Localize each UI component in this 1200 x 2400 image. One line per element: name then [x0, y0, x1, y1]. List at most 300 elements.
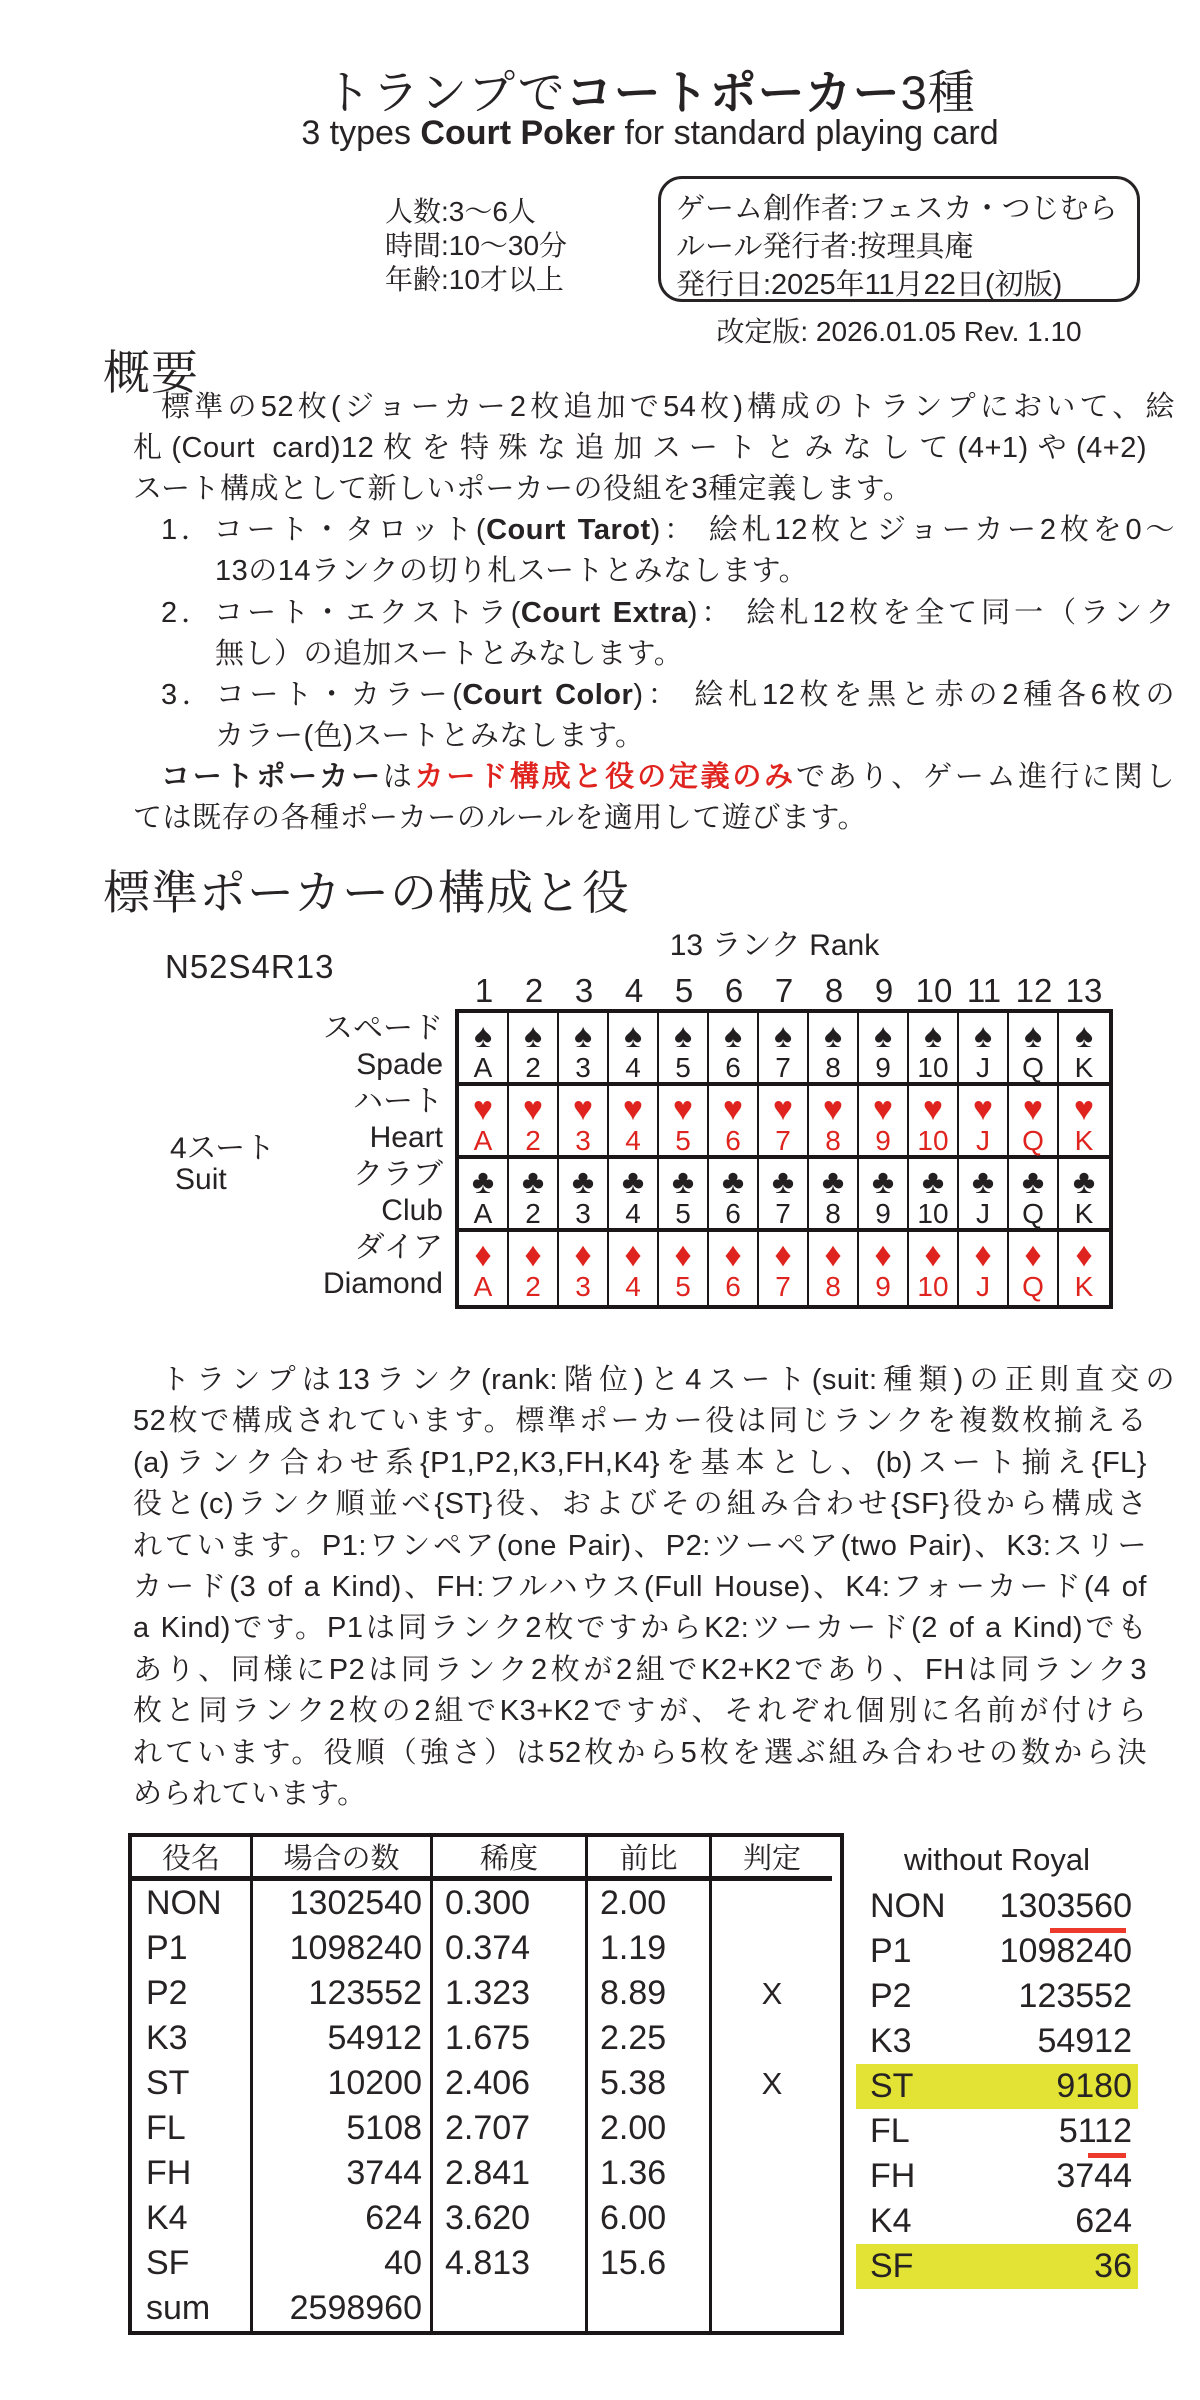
- text-line: [133, 1647, 1147, 1687]
- stats-header-cell: 役名: [132, 1837, 253, 1881]
- card-rank: 3: [575, 1052, 591, 1083]
- stats-cell: [712, 2016, 832, 2061]
- stats-cell: 5.38: [588, 2061, 712, 2106]
- credit-line: ルール発行者:按理具庵: [676, 231, 974, 263]
- rank-number: 3: [574, 972, 594, 1009]
- stats-cell: [712, 2241, 832, 2286]
- card-rank: 8: [825, 1271, 841, 1302]
- text-line: [133, 1440, 1147, 1480]
- stats-cell: K3: [132, 2016, 253, 2061]
- stats-cell: FH: [132, 2151, 253, 2196]
- card-rank: K: [1074, 1125, 1094, 1156]
- suit-label-en: Diamond: [322, 1267, 443, 1300]
- stats-cell: 5108: [253, 2106, 433, 2151]
- stats-cell: 10200: [253, 2061, 433, 2106]
- card-rank: 4: [625, 1125, 641, 1156]
- without-royal-name: K4: [870, 2202, 912, 2240]
- stats-cell: 2.25: [588, 2016, 712, 2061]
- heart-icon: ♥: [572, 1090, 594, 1128]
- meta-line: 年齢:10才以上: [385, 264, 564, 295]
- stats-cell: 1.19: [588, 1926, 712, 1971]
- text-segment: Court Extra: [520, 596, 688, 629]
- card-rank: 4: [625, 1198, 641, 1229]
- stats-cell: 1.36: [588, 2151, 712, 2196]
- card-rank: K: [1074, 1271, 1094, 1302]
- card-rank: Q: [1022, 1125, 1044, 1156]
- stats-cell: [712, 2106, 832, 2151]
- without-royal-name: NON: [870, 1887, 946, 1925]
- card-cell: [559, 1013, 609, 1086]
- stats-cell: 1.323: [433, 1971, 588, 2016]
- card-rank: 6: [725, 1198, 741, 1229]
- text-segment: for standard playing card: [615, 114, 999, 152]
- suit-axis-label-en: Suit: [175, 1163, 227, 1196]
- text-line: [133, 466, 1147, 506]
- without-royal-name: ST: [870, 2067, 914, 2105]
- text-segment: れています。P1:ワンペア(one Pair)、P2:ツーペア(two Pair)、K3:スリー: [133, 1529, 1147, 1562]
- heart-icon: ♥: [922, 1090, 944, 1128]
- diamond-icon: ♦: [974, 1236, 992, 1274]
- spade-icon: ♠: [573, 1017, 593, 1055]
- text-line: [133, 1398, 1147, 1438]
- without-royal-count: 1098240: [999, 1932, 1132, 1970]
- card-rank: 10: [917, 1198, 949, 1229]
- stats-cell: 2.406: [433, 2061, 588, 2106]
- text-segment: カラー(色)スートとみなします。: [215, 719, 645, 752]
- text-segment: (a)ランク合わせ系{P1,P2,K3,FH,K4}を基本とし、(b)スート揃え{FL}: [133, 1446, 1147, 1479]
- card-rank: A: [473, 1125, 493, 1156]
- card-cell: [459, 1159, 509, 1232]
- without-royal-name: K3: [870, 2022, 912, 2060]
- deck-code: N52S4R13: [165, 948, 335, 985]
- heart-icon: ♥: [1022, 1090, 1044, 1128]
- card-cell: [509, 1159, 559, 1232]
- stats-header-cell: 稀度: [433, 1837, 588, 1881]
- card-cell: [509, 1013, 559, 1086]
- stats-cell: 123552: [253, 1971, 433, 2016]
- suit-label-jp: ダイア: [354, 1231, 443, 1264]
- without-royal-name: P1: [870, 1932, 912, 1970]
- without-royal-count: 123552: [1018, 1977, 1132, 2015]
- card-cell: [1059, 1159, 1109, 1232]
- rank-number: 7: [774, 972, 794, 1009]
- text-line: [133, 1564, 1147, 1604]
- suit-label: [203, 1011, 443, 1084]
- club-icon: ♣: [971, 1163, 995, 1201]
- card-cell: [709, 1232, 759, 1305]
- stats-cell: 0.300: [433, 1881, 588, 1926]
- card-rank: 10: [917, 1271, 949, 1302]
- text-segment: Court Tarot: [486, 514, 651, 547]
- card-cell: [809, 1232, 859, 1305]
- card-rank: 9: [875, 1198, 891, 1229]
- heart-icon: ♥: [822, 1090, 844, 1128]
- heart-icon: ♥: [972, 1090, 994, 1128]
- credit-line: 発行日:2025年11月22日(初版): [676, 269, 1063, 301]
- rank-number: 4: [624, 972, 644, 1009]
- card-rank: J: [976, 1198, 990, 1229]
- text-segment: 無し）の追加スートとみなします。: [215, 637, 684, 670]
- card-grid: [455, 1009, 1113, 1309]
- hand-stats-table: [128, 1833, 844, 2335]
- heart-icon: ♥: [622, 1090, 644, 1128]
- stats-cell: 2.00: [588, 2106, 712, 2151]
- heart-icon: ♥: [1073, 1090, 1095, 1128]
- card-rank: 10: [917, 1125, 949, 1156]
- stats-cell: X: [761, 1975, 783, 2011]
- card-cell: [709, 1086, 759, 1159]
- heart-icon: ♥: [772, 1090, 794, 1128]
- stats-cell: 1.675: [433, 2016, 588, 2061]
- text-segment: 3 types: [301, 114, 421, 152]
- text-segment: 札(Court card)12枚を特殊な追加スートとみなして(4+1)や(4+2): [133, 432, 1147, 465]
- text-segment: 3種: [900, 66, 976, 119]
- club-icon: ♣: [621, 1163, 645, 1201]
- club-icon: ♣: [471, 1163, 495, 1201]
- card-rank: 9: [875, 1052, 891, 1083]
- card-cell: [659, 1232, 709, 1305]
- text-segment: トランプは13ランク(rank:階位)と4スート(suit:種類)の正則直交の: [161, 1364, 1175, 1396]
- text-segment: 13の14ランクの切り札スートとみなします。: [215, 555, 809, 588]
- text-segment: コートポーカー: [565, 66, 901, 119]
- rank-number: 5: [674, 972, 694, 1009]
- text-segment: )： 絵札12枚を全て同一（ランク: [687, 596, 1175, 629]
- rank-axis-label: 13 ランク Rank: [669, 929, 880, 962]
- card-cell: [959, 1086, 1009, 1159]
- card-cell: [1059, 1232, 1109, 1305]
- without-royal-count: 3744: [1056, 2157, 1132, 2195]
- stats-cell: [588, 2286, 712, 2331]
- card-rank: 6: [725, 1271, 741, 1302]
- without-royal-row: [856, 2244, 1138, 2289]
- card-cell: [1059, 1086, 1109, 1159]
- stats-cell: 1098240: [253, 1926, 433, 1971]
- heart-icon: ♥: [672, 1090, 694, 1128]
- text-segment: コートポーカー: [161, 760, 383, 793]
- card-rank: 5: [675, 1052, 691, 1083]
- text-segment: トランプで: [324, 66, 566, 119]
- card-rank: 9: [875, 1271, 891, 1302]
- diamond-icon: ♦: [474, 1236, 492, 1274]
- text-segment: )： 絵札12枚を黒と赤の2種各6枚の: [633, 678, 1175, 711]
- card-cell: [459, 1086, 509, 1159]
- credit-line: ゲーム創作者:フェスカ・つじむら: [676, 193, 1118, 225]
- stats-cell: [712, 1926, 832, 1971]
- heart-icon: ♥: [722, 1090, 744, 1128]
- text-line: [133, 1605, 1147, 1645]
- suit-label-jp: スペード: [323, 1012, 443, 1045]
- club-icon: ♣: [671, 1163, 695, 1201]
- club-icon: ♣: [821, 1163, 845, 1201]
- card-cell: [459, 1013, 509, 1086]
- club-icon: ♣: [1072, 1163, 1096, 1201]
- text-line: [133, 795, 1147, 835]
- card-rank: A: [473, 1198, 493, 1229]
- stats-cell: [712, 2286, 832, 2331]
- stats-cell: 2.841: [433, 2151, 588, 2196]
- text-segment: 役と(c)ランク順並べ{ST}役、およびその組み合わせ{SF}役から構成さ: [133, 1488, 1147, 1521]
- card-cell: [759, 1232, 809, 1305]
- card-rank: 6: [725, 1052, 741, 1083]
- card-cell: [809, 1159, 859, 1232]
- card-rank: 2: [525, 1271, 541, 1302]
- text-segment: カード構成と役の定義のみ: [414, 760, 796, 793]
- card-cell: [1009, 1159, 1059, 1232]
- card-cell: [809, 1013, 859, 1086]
- stats-cell: 54912: [253, 2016, 433, 2061]
- card-rank: 7: [775, 1198, 791, 1229]
- spade-icon: ♠: [773, 1017, 793, 1055]
- card-cell: [1059, 1013, 1109, 1086]
- suit-label-en: Spade: [356, 1048, 443, 1081]
- text-segment: Court Poker: [420, 114, 615, 152]
- text-segment: 2．コート・エクストラ(: [161, 596, 521, 629]
- text-line: [133, 1771, 1147, 1811]
- card-cell: [659, 1086, 709, 1159]
- stats-cell: 2.00: [588, 1881, 712, 1926]
- without-royal-count: 1303560: [999, 1887, 1132, 1925]
- stats-cell: [712, 1881, 832, 1926]
- card-cell: [759, 1013, 809, 1086]
- diamond-icon: ♦: [524, 1236, 542, 1274]
- card-cell: [809, 1086, 859, 1159]
- rank-number: 10: [915, 972, 953, 1009]
- card-rank: 5: [675, 1125, 691, 1156]
- card-cell: [1009, 1013, 1059, 1086]
- card-cell: [509, 1086, 559, 1159]
- stats-cell: K4: [132, 2196, 253, 2241]
- text-line: [133, 754, 1175, 794]
- card-rank: Q: [1022, 1271, 1044, 1302]
- suit-label-jp: クラブ: [353, 1158, 443, 1191]
- diamond-icon: ♦: [1075, 1236, 1093, 1274]
- without-royal-row: [856, 1929, 1138, 1974]
- structure-heading: 標準ポーカーの構成と役: [103, 866, 631, 919]
- text-segment: あり、同様にP2は同ランク2枚が2組でK2+K2であり、FHは同ランク3: [133, 1653, 1147, 1686]
- club-icon: ♣: [721, 1163, 745, 1201]
- stats-cell: 4.813: [433, 2241, 588, 2286]
- text-segment: ては既存の各種ポーカーのルールを適用して遊びます。: [133, 802, 868, 834]
- text-line: [133, 1523, 1147, 1563]
- card-cell: [609, 1086, 659, 1159]
- stats-cell: ST: [132, 2061, 253, 2106]
- rank-number: 11: [966, 972, 1002, 1009]
- without-royal-row: [856, 2199, 1138, 2244]
- card-rank: 8: [825, 1052, 841, 1083]
- card-cell: [609, 1232, 659, 1305]
- card-cell: [909, 1086, 959, 1159]
- without-royal-row: [856, 1884, 1138, 1929]
- card-cell: [1009, 1086, 1059, 1159]
- suit-label-en: Club: [381, 1194, 443, 1227]
- card-rank: J: [976, 1271, 990, 1302]
- card-cell: [909, 1159, 959, 1232]
- suit-label: [203, 1230, 443, 1303]
- text-line: [133, 507, 1175, 547]
- card-cell: [759, 1086, 809, 1159]
- club-icon: ♣: [871, 1163, 895, 1201]
- card-cell: [859, 1232, 909, 1305]
- without-royal-count: 5112: [1058, 2112, 1132, 2150]
- suit-label-jp: ハート: [353, 1085, 443, 1118]
- suit-axis-label-jp: 4スート: [170, 1132, 276, 1165]
- text-line: [133, 1357, 1175, 1397]
- without-royal-title: without Royal: [903, 1842, 1091, 1877]
- spade-icon: ♠: [723, 1017, 743, 1055]
- text-segment: Court Color: [462, 678, 634, 711]
- spade-icon: ♠: [923, 1017, 943, 1055]
- spade-icon: ♠: [973, 1017, 993, 1055]
- spade-icon: ♠: [1074, 1017, 1094, 1055]
- card-cell: [859, 1086, 909, 1159]
- text-segment: であり、ゲーム進行に関し: [795, 760, 1175, 793]
- rank-number: 6: [724, 972, 744, 1009]
- card-cell: [859, 1159, 909, 1232]
- meta-line: 時間:10〜30分: [385, 230, 568, 261]
- card-rank: 2: [525, 1198, 541, 1229]
- stats-cell: NON: [132, 1881, 253, 1926]
- card-rank: 2: [525, 1125, 541, 1156]
- text-line: [133, 1730, 1147, 1770]
- revision-line: 改定版: 2026.01.05 Rev. 1.10: [716, 316, 1082, 347]
- card-rank: 10: [917, 1052, 949, 1083]
- suit-label-en: Heart: [369, 1121, 443, 1154]
- card-rank: K: [1074, 1052, 1094, 1083]
- card-cell: [1009, 1232, 1059, 1305]
- stats-cell: 0.374: [433, 1926, 588, 1971]
- page-subtitle: [100, 114, 1200, 153]
- card-rank: J: [976, 1052, 990, 1083]
- stats-cell: P1: [132, 1926, 253, 1971]
- spade-icon: ♠: [823, 1017, 843, 1055]
- card-cell: [609, 1159, 659, 1232]
- card-rank: 3: [575, 1125, 591, 1156]
- card-rank: J: [976, 1125, 990, 1156]
- text-segment: カード(3 of a Kind)、FH:フルハウス(Full House)、K4:フォーカード(4 of: [133, 1571, 1147, 1603]
- card-cell: [559, 1232, 609, 1305]
- stats-cell: 3.620: [433, 2196, 588, 2241]
- card-rank: 7: [775, 1271, 791, 1302]
- without-royal-count: 54912: [1037, 2022, 1132, 2060]
- stats-cell: X: [761, 2065, 783, 2101]
- card-cell: [859, 1013, 909, 1086]
- rank-number: 1: [474, 972, 494, 1009]
- club-icon: ♣: [571, 1163, 595, 1201]
- card-cell: [459, 1232, 509, 1305]
- spade-icon: ♠: [623, 1017, 643, 1055]
- without-royal-name: FH: [870, 2157, 916, 2195]
- card-cell: [959, 1232, 1009, 1305]
- spade-icon: ♠: [873, 1017, 893, 1055]
- card-rank: 8: [825, 1198, 841, 1229]
- text-line: [133, 631, 1200, 671]
- without-royal-row: [856, 2154, 1138, 2199]
- stats-cell: 6.00: [588, 2196, 712, 2241]
- without-royal-count: 624: [1075, 2202, 1132, 2240]
- card-cell: [609, 1013, 659, 1086]
- suit-label: [203, 1157, 443, 1230]
- spade-icon: ♠: [673, 1017, 693, 1055]
- text-line: [133, 590, 1175, 630]
- card-cell: [559, 1086, 609, 1159]
- card-rank: 2: [525, 1052, 541, 1083]
- club-icon: ♣: [771, 1163, 795, 1201]
- diamond-icon: ♦: [774, 1236, 792, 1274]
- card-cell: [909, 1013, 959, 1086]
- stats-cell: 1302540: [253, 1881, 433, 1926]
- text-line: [133, 384, 1175, 424]
- diamond-icon: ♦: [924, 1236, 942, 1274]
- rank-number: 8: [824, 972, 844, 1009]
- without-royal-row: [856, 2019, 1138, 2064]
- card-cell: [559, 1159, 609, 1232]
- card-rank: 4: [625, 1052, 641, 1083]
- stats-header-cell: 場合の数: [253, 1837, 433, 1881]
- heart-icon: ♥: [472, 1090, 494, 1128]
- card-cell: [959, 1159, 1009, 1232]
- text-segment: a Kind)です。P1は同ランク2枚ですからK2:ツーカード(2 of a Kind)でも: [133, 1612, 1147, 1645]
- without-royal-name: P2: [870, 1977, 912, 2015]
- card-rank: 7: [775, 1125, 791, 1156]
- stats-cell: 624: [253, 2196, 433, 2241]
- page-title: [100, 56, 1200, 123]
- stats-header-cell: 判定: [712, 1837, 832, 1881]
- without-royal-row: [856, 1974, 1138, 2019]
- card-rank: 4: [625, 1271, 641, 1302]
- card-cell: [659, 1159, 709, 1232]
- club-icon: ♣: [1021, 1163, 1045, 1201]
- diamond-icon: ♦: [824, 1236, 842, 1274]
- stats-header-cell: 前比: [588, 1837, 712, 1881]
- diamond-icon: ♦: [1024, 1236, 1042, 1274]
- card-cell: [659, 1013, 709, 1086]
- stats-cell: 2.707: [433, 2106, 588, 2151]
- stats-cell: [712, 2196, 832, 2241]
- heart-icon: ♥: [872, 1090, 894, 1128]
- card-rank: 7: [775, 1052, 791, 1083]
- meta-line: 人数:3〜6人: [385, 196, 536, 227]
- card-cell: [909, 1232, 959, 1305]
- text-segment: 1．コート・タロット(: [161, 514, 487, 547]
- card-rank: 3: [575, 1198, 591, 1229]
- card-rank: K: [1074, 1198, 1094, 1229]
- text-line: [133, 548, 1200, 588]
- text-segment: れています。役順（強さ）は52枚から5枚を選ぶ組み合わせの数から決: [133, 1736, 1147, 1769]
- heart-icon: ♥: [522, 1090, 544, 1128]
- stats-cell: [712, 2151, 832, 2196]
- card-rank: 5: [675, 1198, 691, 1229]
- without-royal-row: [856, 2109, 1138, 2154]
- spade-icon: ♠: [1023, 1017, 1043, 1055]
- without-royal-row: [856, 2064, 1138, 2109]
- text-line: [133, 1688, 1147, 1728]
- rank-number: 13: [1065, 972, 1103, 1009]
- stats-cell: SF: [132, 2241, 253, 2286]
- diamond-icon: ♦: [874, 1236, 892, 1274]
- spade-icon: ♠: [523, 1017, 543, 1055]
- without-royal-name: SF: [870, 2247, 914, 2285]
- text-segment: められています。: [133, 1778, 367, 1810]
- text-line: [133, 672, 1175, 712]
- text-segment: 枚と同ランク2枚の2組でK3+K2ですが、それぞれ個別に名前が付けら: [133, 1695, 1147, 1728]
- diamond-icon: ♦: [624, 1236, 642, 1274]
- card-rank: A: [473, 1052, 493, 1083]
- text-line: [133, 425, 1147, 465]
- text-segment: スート構成として新しいポーカーの役組を3種定義します。: [133, 473, 913, 506]
- text-segment: は: [382, 760, 415, 793]
- card-rank: 3: [575, 1271, 591, 1302]
- stats-cell: 2598960: [253, 2286, 433, 2331]
